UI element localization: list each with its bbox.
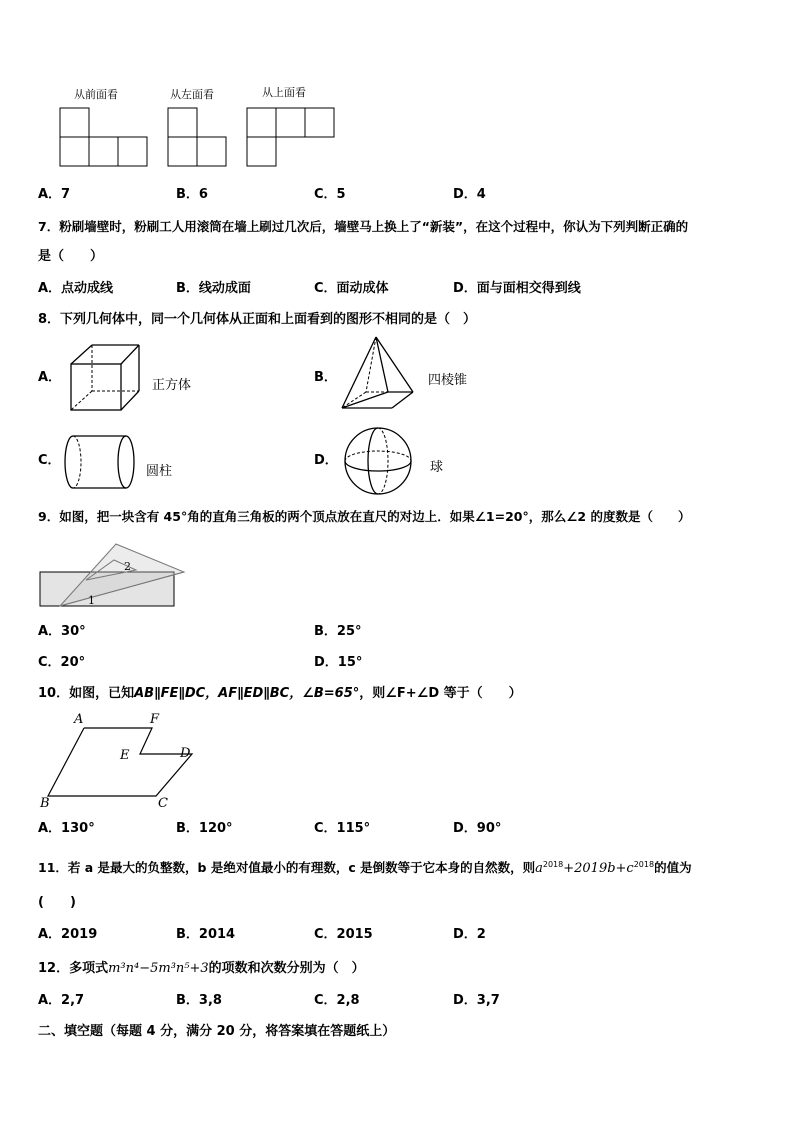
q9-option-d[interactable]: D．15° [314, 655, 363, 670]
q7-stem-line1: 7．粉刷墙壁时，粉刷工人用滚筒在墙上刷过几次后，墙壁马上换上了“新装”，在这个过程中，你认为下列判断正确的 [38, 219, 689, 234]
point-e: E [120, 748, 130, 763]
q7-option-a[interactable]: A．点动成线 [38, 281, 114, 296]
three-views-figure [0, 0, 794, 180]
q11-exp2: 2018 [633, 860, 655, 869]
q12-option-d[interactable]: D．3,7 [453, 993, 500, 1008]
q12-stem-suffix: 的项数和次数分别为（ ） [208, 961, 365, 976]
pyramid-figure [340, 336, 420, 416]
q10-stem [38, 685, 522, 703]
q11-stem [38, 856, 692, 878]
q11-exp1: 2018 [542, 860, 564, 869]
q7-option-c[interactable]: C．面动成体 [314, 281, 389, 296]
q9-stem: 9．如图，把一块含有 45°角的直角三角板的两个顶点放在直尺的对边上．如果∠1=20°，那么∠2 的度数是（ ） [38, 509, 691, 524]
view-label-front: 从前面看 [74, 88, 118, 101]
q6-option-c[interactable]: C．5 [314, 187, 346, 202]
q8-stem: 8．下列几何体中，同一个几何体从正面和上面看到的图形不相同的是（ ） [38, 312, 477, 327]
q10-stem-prefix: 10．如图，已知 [38, 686, 135, 701]
q8-option-d-letter[interactable]: D． [314, 453, 338, 468]
sphere-figure [343, 426, 423, 506]
point-a: A [74, 712, 84, 727]
q11-option-c[interactable]: C．2015 [314, 927, 373, 942]
q9-option-b[interactable]: B．25° [314, 624, 362, 639]
q11-expr-mid: +2019b+c [563, 861, 634, 877]
q9-option-c[interactable]: C．20° [38, 655, 86, 670]
q10-option-c[interactable]: C．115° [314, 821, 371, 836]
q12-stem-prefix: 12．多项式 [38, 961, 109, 976]
q12-option-a[interactable]: A．2,7 [38, 993, 85, 1008]
q8-option-c-name: 圆柱 [146, 464, 173, 479]
q6-option-d[interactable]: D．4 [453, 187, 486, 202]
point-f: F [150, 712, 160, 727]
q8-option-d-name: 球 [430, 460, 444, 475]
q9-option-a[interactable]: A．30° [38, 624, 86, 639]
q8-option-b-name: 四棱锥 [428, 373, 468, 388]
q10-option-a[interactable]: A．130° [38, 821, 95, 836]
view-label-top: 从上面看 [262, 86, 306, 99]
q9-angle-label-1: 1 [88, 594, 95, 607]
q8-option-a-letter[interactable]: A． [38, 370, 62, 385]
q12-option-c[interactable]: C．2,8 [314, 993, 360, 1008]
q7-stem-line2: 是（ ） [38, 249, 104, 264]
q6-option-b[interactable]: B．6 [176, 187, 208, 202]
section2-title: 二、填空题（每题 4 分，满分 20 分，将答案填在答题纸上） [38, 1024, 396, 1039]
point-b: B [40, 796, 50, 811]
parallelogram-figure [44, 722, 204, 812]
q8-option-a-name: 正方体 [152, 378, 192, 393]
ruler-triangle-figure [38, 542, 188, 612]
q9-angle-label-2: 2 [124, 560, 131, 573]
q11-stem-line2: ( ) [38, 895, 76, 910]
q10-option-d[interactable]: D．90° [453, 821, 502, 836]
q11-option-a[interactable]: A．2019 [38, 927, 98, 942]
q7-option-d[interactable]: D．面与面相交得到线 [453, 281, 581, 296]
cylinder-figure [64, 434, 144, 504]
q6-option-a[interactable]: A．7 [38, 187, 71, 202]
cube-figure [68, 344, 148, 424]
q12-stem [38, 960, 365, 978]
q11-option-d[interactable]: D．2 [453, 927, 486, 942]
q11-stem-end: 的值为 [654, 860, 692, 876]
point-c: C [158, 796, 168, 811]
q11-stem-text: 11．若 a 是最大的负整数，b 是绝对值最小的有理数，c 是倒数等于它本身的自然数，则 [38, 860, 536, 876]
q11-expr-a: a [535, 861, 543, 877]
q12-option-b[interactable]: B．3,8 [176, 993, 222, 1008]
point-d: D [180, 746, 191, 761]
q10-stem-suffix: ，则∠F+∠D 等于（ ） [359, 686, 522, 701]
view-label-left: 从左面看 [170, 88, 214, 101]
q7-option-b[interactable]: B．线动成面 [176, 281, 251, 296]
q11-option-b[interactable]: B．2014 [176, 927, 236, 942]
q10-stem-math: AB∥FE∥DC，AF∥ED∥BC，∠B=65° [134, 686, 360, 701]
q8-option-c-letter[interactable]: C． [38, 453, 61, 468]
q8-option-b-letter[interactable]: B． [314, 370, 337, 385]
q12-expr: m³n⁴−5m³n⁵+3 [108, 961, 209, 976]
q10-option-b[interactable]: B．120° [176, 821, 233, 836]
